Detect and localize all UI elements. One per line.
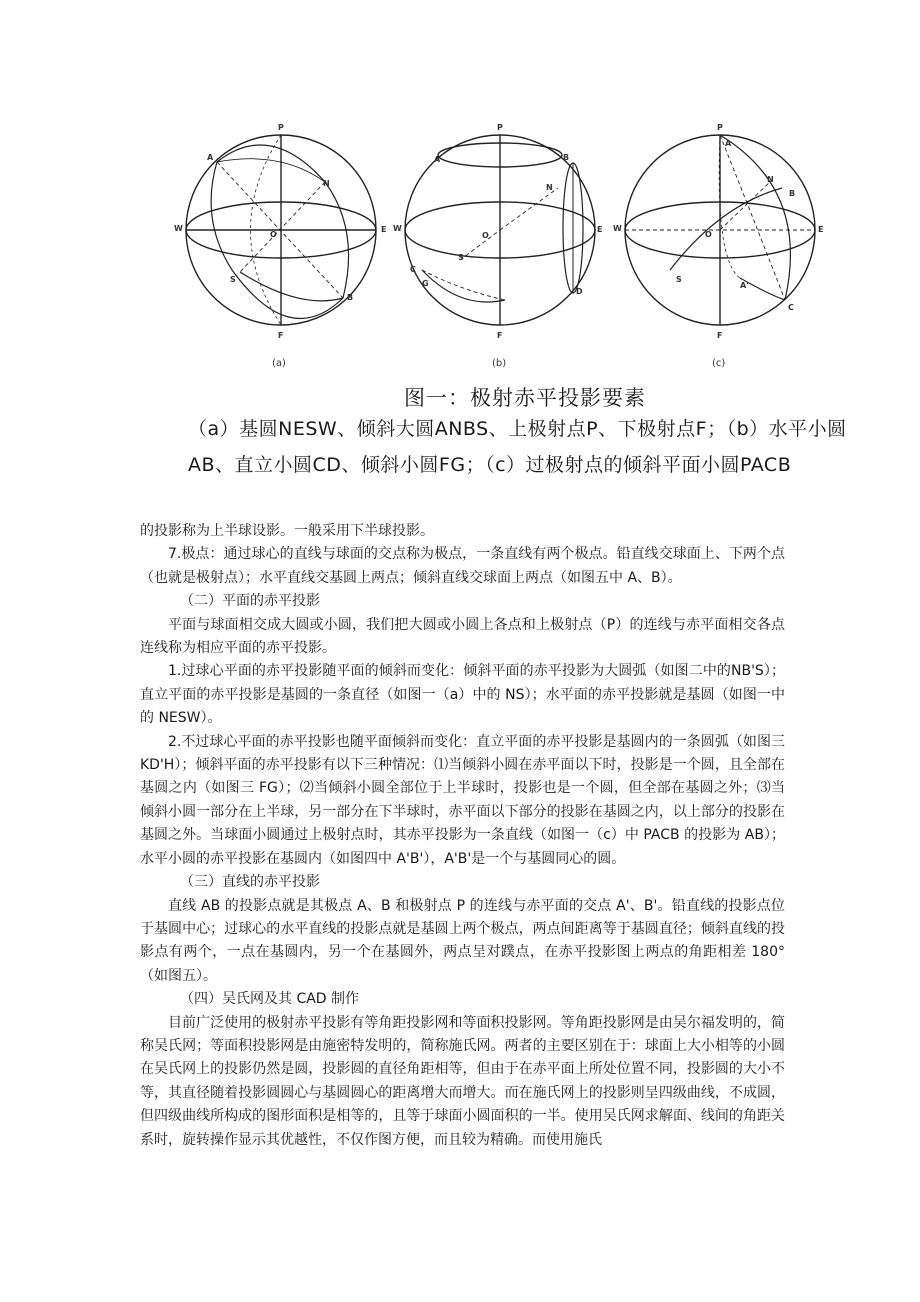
svg-text:F: F xyxy=(717,331,723,340)
section-heading: （四）吴氏网及其 CAD 制作 xyxy=(180,991,360,1008)
projection-figure xyxy=(160,110,860,380)
svg-text:B: B xyxy=(789,189,796,198)
svg-text:E: E xyxy=(818,225,824,234)
svg-text:W: W xyxy=(174,224,183,233)
svg-text:P: P xyxy=(278,123,284,132)
svg-text:S: S xyxy=(230,275,236,284)
svg-text:O: O xyxy=(482,231,489,240)
svg-text:A: A xyxy=(207,153,214,162)
svg-text:N: N xyxy=(767,175,774,184)
svg-text:P: P xyxy=(717,123,723,132)
svg-text:D: D xyxy=(576,287,583,296)
paragraph: 2.不过球心平面的赤平投影也随平面倾斜而变化：直立平面的赤平投影是基圆内的一条圆弧（如图三 KD'H）；倾斜平面的赤平投影有以下三种情况：⑴当倾斜小圆在赤平面以下时，投影是一个圆，且全部在基圆之内（如图三 FG）；⑵当倾斜小圆全部位于上半球时，投影也是一个圆，但全部在基圆之外；⑶当倾斜小圆一部分在上半球，另一部分在下半球时，赤平面以下部分的投影在基圆之内，以上部分的投影在基圆之外。当球面小圆通过上极射点时，其赤平投影为一条直线（如图一（c）中 PACB 的投影为 AB）；水平小圆的赤平投影在基圆内（如图四中 A'B'），A'B'是一个与基圆同心的圆。 xyxy=(140,733,785,867)
panel-c-label: (c) xyxy=(712,358,726,369)
figure-point-labels xyxy=(174,123,823,340)
svg-text:P: P xyxy=(497,123,503,132)
svg-text:B: B xyxy=(563,153,570,162)
paragraph: 平面与球面相交成大圆或小圆，我们把大圆或小圆上各点和上极射点（P）的连线与赤平面相交各点连线称为相应平面的赤平投影。 xyxy=(140,616,785,657)
panel-b-label: (b) xyxy=(492,358,507,369)
paragraph: 直线 AB 的投影点就是其极点 A、B 和极射点 P 的连线与赤平面的交点 A'、B'。铅直线的投影点位于基圆中心；过球心的水平直线的投影点就是基圆上两个极点，两点间距离等于基圆直径；倾斜直线的投影点有两个，一点在基圆内，另一个在基圆外，两点呈对蹼点，在赤平投影图上两点的角距相差 180°（如图五）。 xyxy=(140,897,785,984)
figure-title: 图一：极射赤平投影要素 xyxy=(404,386,646,410)
svg-text:F: F xyxy=(278,331,284,340)
paragraph: 7.极点：通过球心的直线与球面的交点称为极点，一条直线有两个极点。铅直线交球面上、下两个点（也就是极射点）；水平直线交基圆上两点；倾斜直线交球面上两点（如图五中 A、B）。 xyxy=(140,546,785,586)
section-heading: （三）直线的赤平投影 xyxy=(180,874,320,891)
paragraph: 目前广泛使用的极射赤平投影有等角距投影网和等面积投影网。等角距投影网是由吴尔福发明的，简称吴氏网；等面积投影网是由施密特发明的，简称施氏网。两者的主要区别在于：球面上大小相等的小圆在吴氏网上的投影仍然是圆，投影圆的直径角距相等，但由于在赤平面上所处位置不同，投影圆的大小不等，其直径随着投影圆圆心与基圆圆心的距离增大而增大。而在施氏网上的投影则呈四级曲线，不成圆，但四级曲线所构成的图形面积是相等的，且等于球面小圆面积的一半。使用吴氏网求解面、线间的角距关系时，旋转操作显示其优越性，不仅作图方便，而且较为精确。而使用施氏 xyxy=(140,1014,785,1148)
svg-text:N: N xyxy=(546,183,553,192)
figure-drawing xyxy=(160,110,860,380)
svg-text:O: O xyxy=(270,230,277,239)
svg-text:S: S xyxy=(676,275,682,284)
svg-text:C: C xyxy=(410,265,416,274)
svg-text:N: N xyxy=(323,179,330,188)
panel-c-sphere xyxy=(625,135,815,325)
svg-text:W: W xyxy=(393,224,402,233)
paragraph: 1.过球心平面的赤平投影随平面的倾斜而变化：倾斜平面的赤平投影为大圆弧（如图二中的NB'S）；直立平面的赤平投影是基圆的一条直径（如图一（a）中的 NS）；水平面的赤平投影就是基圆（如图一中的 NESW）。 xyxy=(140,663,785,727)
svg-text:S: S xyxy=(458,253,464,262)
svg-text:O: O xyxy=(705,230,712,239)
paragraph: 的投影称为上半球设影。一般采用下半球投影。 xyxy=(140,523,434,539)
figure-caption-line-1: （a）基圆NESW、倾斜大圆ANBS、上极射点P、下极射点F；（b）水平小圆 xyxy=(188,418,847,440)
svg-text:A': A' xyxy=(740,281,749,290)
svg-text:B: B xyxy=(347,293,354,302)
svg-text:F: F xyxy=(497,331,503,340)
svg-text:E: E xyxy=(597,225,603,234)
svg-text:E: E xyxy=(381,225,387,234)
svg-text:W: W xyxy=(613,224,622,233)
svg-text:C: C xyxy=(788,303,794,312)
body-text xyxy=(140,520,785,1152)
svg-text:A: A xyxy=(434,155,441,164)
svg-text:A: A xyxy=(725,139,732,148)
figure-caption-line-2: AB、直立小圆CD、倾斜小圆FG；（c）过极射点的倾斜平面小圆PACB xyxy=(188,454,792,476)
panel-a-label: (a) xyxy=(272,358,286,369)
section-heading: （二）平面的赤平投影 xyxy=(180,593,320,610)
svg-text:G: G xyxy=(422,279,429,288)
